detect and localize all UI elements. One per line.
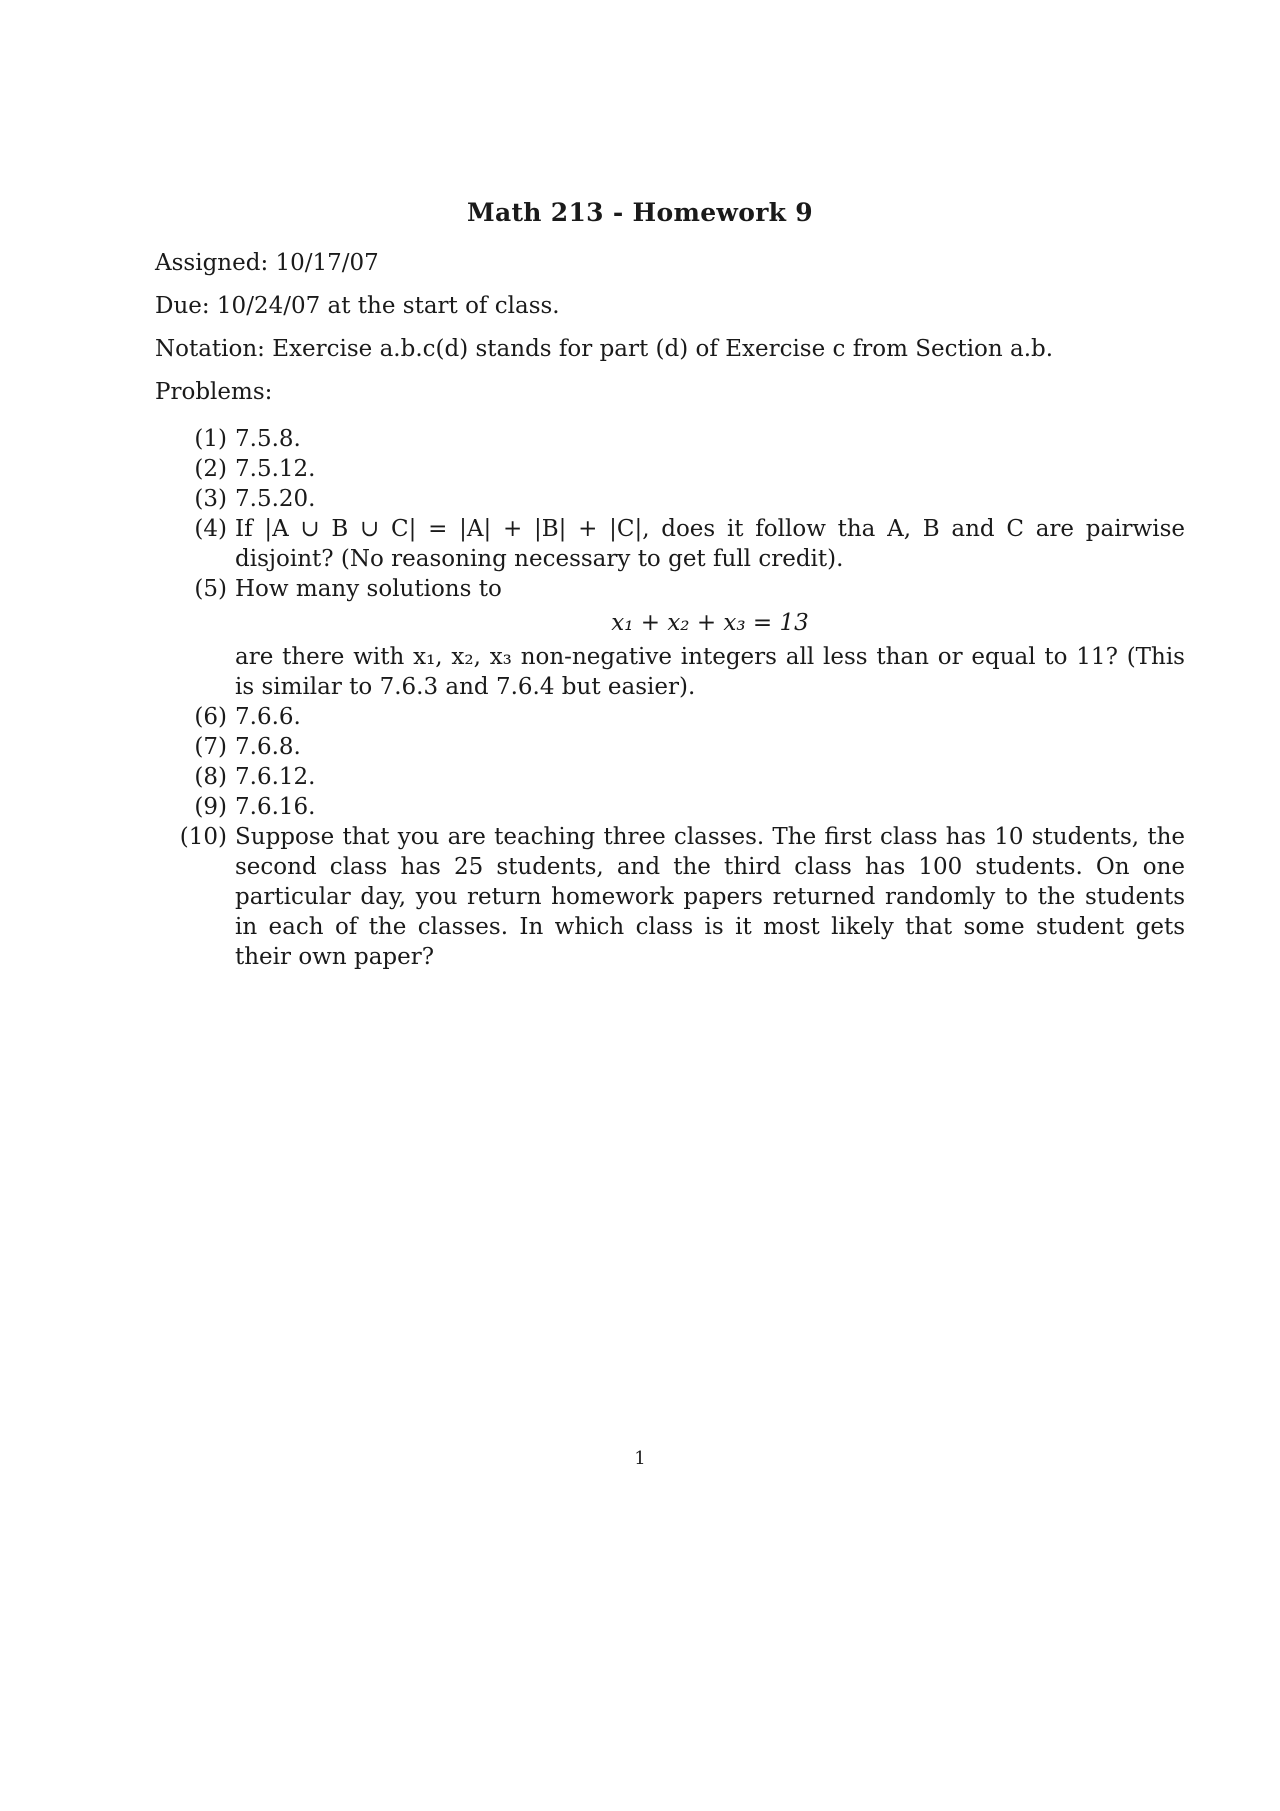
problem-item — [175, 792, 1185, 822]
problem-number: (6) — [194, 704, 227, 730]
problem-continuation: are there with x₁, x₂, x₃ non-negative integers all less than or equal to 11? (This is similar to 7.6.3 and 7.6.4 but easier). — [235, 644, 1185, 700]
problem-equation: x₁ + x₂ + x₃ = 13 — [611, 610, 809, 636]
page-number: 1 — [634, 1448, 646, 1469]
problem-text: If |A ∪ B ∪ C| = |A| + |B| + |C|, does it follow tha A, B and C are pairwise disjoint? (No reasoning necessary to get full credit). — [235, 516, 1185, 572]
problem-list — [175, 424, 1185, 972]
notation-note: Notation: Exercise a.b.c(d) stands for part (d) of Exercise c from Section a.b. — [155, 336, 1054, 362]
problem-item — [175, 484, 1185, 514]
problem-number: (8) — [194, 764, 227, 790]
problems-heading: Problems: — [155, 379, 273, 405]
problem-text: 7.6.6. — [235, 704, 301, 730]
problem-text: How many solutions to — [235, 576, 502, 602]
problem-text: 7.6.12. — [235, 764, 316, 790]
problem-number: (5) — [194, 576, 227, 602]
problem-text: 7.6.8. — [235, 734, 301, 760]
problem-text: 7.5.8. — [235, 426, 301, 452]
problem-item — [175, 424, 1185, 454]
problem-number: (9) — [194, 794, 227, 820]
problem-text: 7.5.20. — [235, 486, 316, 512]
problem-item — [175, 574, 1185, 702]
problem-item — [175, 702, 1185, 732]
problem-number: (10) — [179, 824, 227, 850]
problem-body — [235, 574, 1185, 702]
problem-text: Suppose that you are teaching three classes. The first class has 10 students, the second class has 25 students, and the third class has 100 students. On one particular day, you return homework papers returned randomly to the students in each of the classes. In which class is it most likely that some student gets their own paper? — [235, 824, 1185, 970]
problem-item — [175, 762, 1185, 792]
problem-text: 7.5.12. — [235, 456, 316, 482]
problem-text: 7.6.16. — [235, 794, 316, 820]
problem-number: (4) — [194, 516, 227, 542]
problem-item — [175, 822, 1185, 972]
problem-number: (1) — [194, 426, 227, 452]
problem-item — [175, 514, 1185, 574]
assigned-date: Assigned: 10/17/07 — [155, 250, 379, 276]
problem-number: (3) — [194, 486, 227, 512]
problem-number: (2) — [194, 456, 227, 482]
due-date: Due: 10/24/07 at the start of class. — [155, 293, 560, 319]
problem-item — [175, 454, 1185, 484]
document-title: Math 213 - Homework 9 — [466, 198, 813, 227]
problem-item — [175, 732, 1185, 762]
problem-number: (7) — [194, 734, 227, 760]
